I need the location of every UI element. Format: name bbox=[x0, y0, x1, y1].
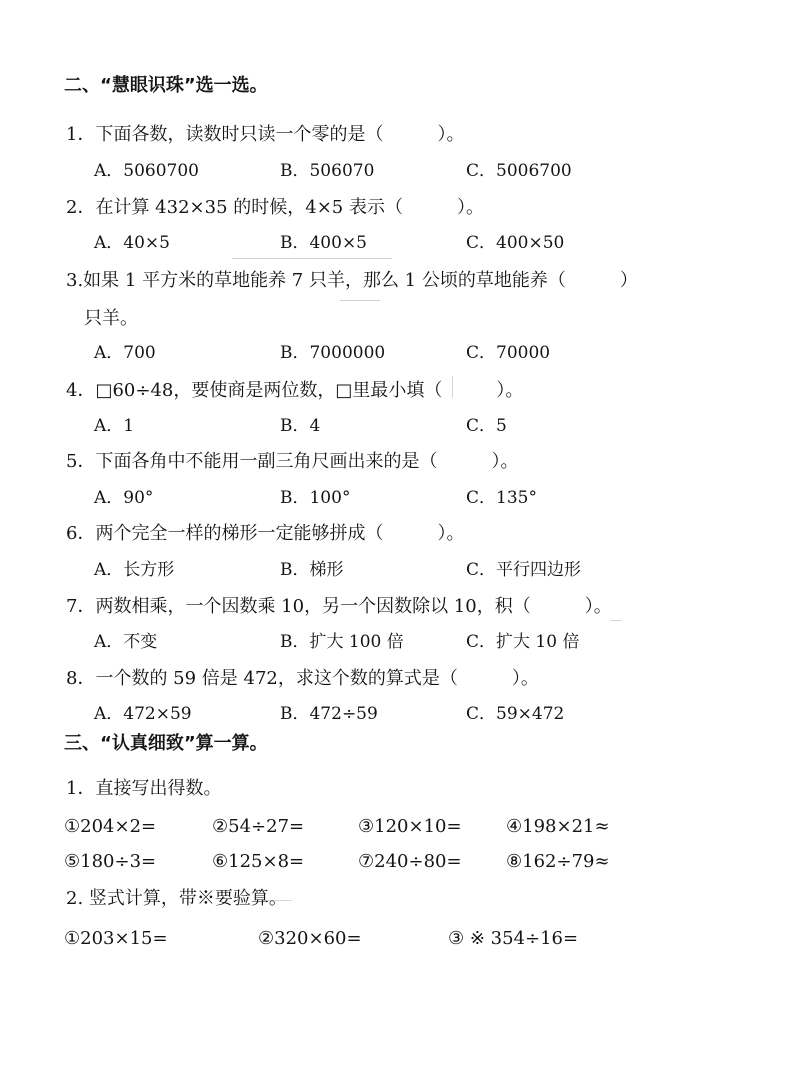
part2-title: 2. 竖式计算，带※要验算。 bbox=[66, 888, 287, 909]
mental-calc-6: ⑥125×8= bbox=[212, 851, 305, 872]
vertical-calc-1: ①203×15= bbox=[64, 928, 168, 949]
question-5-option-a: A．90° bbox=[94, 488, 154, 508]
question-4-option-c: C．5 bbox=[466, 416, 507, 436]
mental-calc-1: ①204×2= bbox=[64, 816, 157, 837]
question-8-option-a: A．472×59 bbox=[94, 704, 192, 724]
question-6-option-b: B．梯形 bbox=[280, 560, 344, 580]
section2-heading: 二、“慧眼识珠”选一选。 bbox=[64, 75, 268, 96]
question-2-stem: 2．在计算 432×35 的时候，4×5 表示（ ）。 bbox=[66, 197, 484, 218]
scan-artifact bbox=[610, 620, 622, 621]
question-5-option-b: B．100° bbox=[280, 488, 351, 508]
question-6-stem: 6．两个完全一样的梯形一定能够拼成（ ）。 bbox=[66, 523, 465, 544]
question-3-option-a: A．700 bbox=[94, 343, 156, 363]
question-1-stem: 1．下面各数，读数时只读一个零的是（ ）。 bbox=[66, 124, 465, 145]
mental-calc-5: ⑤180÷3= bbox=[64, 851, 157, 872]
question-2-option-c: C．400×50 bbox=[466, 233, 565, 253]
question-3-stem: 3.如果 1 平方米的草地能养 7 只羊，那么 1 公顷的草地能养（ ） bbox=[66, 270, 638, 291]
question-3-option-b: B．7000000 bbox=[280, 343, 386, 363]
question-4-option-a: A．1 bbox=[94, 416, 135, 436]
mental-calc-7: ⑦240÷80= bbox=[358, 851, 462, 872]
question-8-option-b: B．472÷59 bbox=[280, 704, 378, 724]
question-7-stem: 7．两数相乘，一个因数乘 10，另一个因数除以 10，积（ ）。 bbox=[66, 596, 612, 617]
question-8-stem: 8．一个数的 59 倍是 472，求这个数的算式是（ ）。 bbox=[66, 668, 539, 689]
question-8-option-c: C．59×472 bbox=[466, 704, 565, 724]
question-3-option-c: C．70000 bbox=[466, 343, 551, 363]
question-6-option-c: C．平行四边形 bbox=[466, 560, 582, 580]
scan-artifact bbox=[232, 258, 392, 259]
question-5-option-c: C．135° bbox=[466, 488, 537, 508]
question-5-stem: 5．下面各角中不能用一副三角尺画出来的是（ ）。 bbox=[66, 451, 519, 472]
question-1-option-a: A．5060700 bbox=[94, 161, 199, 181]
section3-heading: 三、“认真细致”算一算。 bbox=[64, 733, 268, 754]
question-7-option-a: A．不变 bbox=[94, 632, 158, 652]
question-4-stem: 4．□60÷48，要使商是两位数，□里最小填（ ）。 bbox=[66, 380, 524, 401]
question-7-option-b: B．扩大 100 倍 bbox=[280, 632, 404, 652]
question-1-option-c: C．5006700 bbox=[466, 161, 572, 181]
vertical-calc-2: ②320×60= bbox=[258, 928, 362, 949]
mental-calc-3: ③120×10= bbox=[358, 816, 462, 837]
mental-calc-4: ④198×21≈ bbox=[506, 816, 610, 837]
vertical-calc-3: ③ ※ 354÷16= bbox=[448, 928, 579, 949]
scan-artifact bbox=[452, 376, 453, 398]
mental-calc-8: ⑧162÷79≈ bbox=[506, 851, 610, 872]
question-4-option-b: B．4 bbox=[280, 416, 321, 436]
scan-artifact bbox=[262, 900, 292, 901]
mental-calc-2: ②54÷27= bbox=[212, 816, 305, 837]
question-1-option-b: B．506070 bbox=[280, 161, 375, 181]
question-2-option-b: B．400×5 bbox=[280, 233, 368, 253]
scan-artifact bbox=[340, 300, 380, 301]
question-3-stem-continued: 只羊。 bbox=[84, 308, 138, 329]
question-6-option-a: A．长方形 bbox=[94, 560, 175, 580]
question-7-option-c: C．扩大 10 倍 bbox=[466, 632, 580, 652]
question-2-option-a: A．40×5 bbox=[94, 233, 170, 253]
part1-title: 1．直接写出得数。 bbox=[66, 778, 222, 799]
